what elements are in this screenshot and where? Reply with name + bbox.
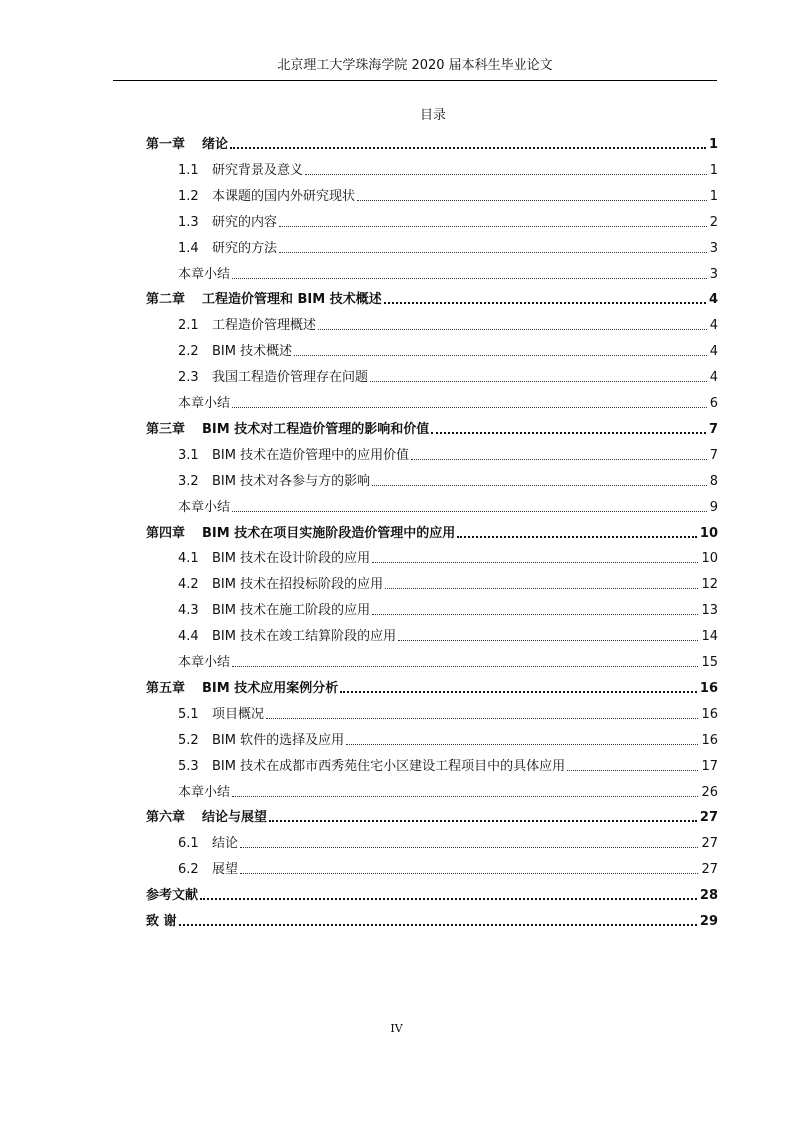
toc-entry-page: 27 bbox=[699, 810, 718, 826]
toc-entry-page: 1 bbox=[709, 162, 718, 178]
toc-entry-page: 4 bbox=[709, 344, 718, 360]
toc-entry-label: 本课题的国内外研究现状 bbox=[212, 188, 356, 204]
toc-chapter-entry[interactable] bbox=[146, 133, 718, 153]
toc-entry-label: BIM 技术在施工阶段的应用 bbox=[212, 603, 371, 619]
toc-entry-label: 结论与展望 bbox=[202, 810, 268, 826]
toc-dot-leader bbox=[240, 847, 698, 848]
toc-entry-label: 本章小结 bbox=[178, 655, 231, 670]
toc-dot-leader bbox=[179, 924, 697, 926]
toc-dot-leader bbox=[240, 873, 698, 874]
toc-dot-leader bbox=[372, 562, 698, 563]
toc-chapter-entry[interactable] bbox=[146, 418, 718, 438]
toc-section-entry[interactable] bbox=[178, 444, 718, 464]
toc-dot-leader bbox=[372, 614, 698, 615]
toc-entry-page: 17 bbox=[701, 758, 718, 774]
toc-entry-label: BIM 技术应用案例分析 bbox=[202, 680, 339, 696]
toc-entry-label: 展望 bbox=[212, 862, 239, 878]
toc-entry-page: 1 bbox=[708, 137, 718, 152]
toc-entry-number: 4.4 bbox=[178, 629, 199, 645]
toc-entry-page: 3 bbox=[709, 266, 718, 282]
toc-entry-label: 研究背景及意义 bbox=[212, 162, 304, 178]
toc-entry-label: 本章小结 bbox=[178, 266, 231, 282]
toc-dot-leader bbox=[200, 898, 697, 900]
toc-entry-label: 我国工程造价管理存在问题 bbox=[212, 370, 369, 386]
toc-dot-leader bbox=[346, 744, 698, 745]
toc-section-entry[interactable] bbox=[178, 781, 718, 801]
toc-entry-number: 第三章 bbox=[146, 421, 186, 437]
toc-entry-label: BIM 技术在项目实施阶段造价管理中的应用 bbox=[202, 525, 456, 541]
toc-entry-number: 1.2 bbox=[178, 188, 199, 204]
toc-dot-leader bbox=[232, 278, 707, 279]
toc-section-entry[interactable] bbox=[178, 651, 718, 671]
toc-dot-leader bbox=[232, 511, 707, 512]
toc-entry-label: 研究的内容 bbox=[212, 214, 278, 230]
toc-dot-leader bbox=[431, 432, 706, 434]
toc-entry-label: BIM 技术在设计阶段的应用 bbox=[212, 551, 371, 567]
toc-entry-number: 4.1 bbox=[178, 551, 199, 567]
toc-entry-label: BIM 技术在成都市西秀苑住宅小区建设工程项目中的具体应用 bbox=[212, 758, 566, 774]
toc-entry-label: BIM 技术对各参与方的影响 bbox=[212, 473, 371, 489]
toc-section-entry[interactable] bbox=[178, 263, 718, 283]
toc-entry-page: 7 bbox=[708, 421, 718, 437]
toc-entry-label: BIM 软件的选择及应用 bbox=[212, 732, 345, 748]
toc-section-entry[interactable] bbox=[178, 392, 718, 412]
toc-dot-leader bbox=[230, 147, 706, 149]
toc-dot-leader bbox=[232, 666, 698, 667]
toc-entry-number: 1.1 bbox=[178, 162, 199, 178]
toc-entry-label: 工程造价管理概述 bbox=[212, 318, 317, 334]
toc-entry-page: 26 bbox=[701, 784, 718, 800]
toc-entry-page: 4 bbox=[709, 370, 718, 386]
toc-dot-leader bbox=[357, 200, 707, 201]
toc-dot-leader bbox=[266, 718, 698, 719]
toc-entry-page: 14 bbox=[701, 629, 718, 645]
toc-entry-number: 1.4 bbox=[178, 240, 199, 256]
toc-section-entry[interactable] bbox=[178, 237, 718, 257]
toc-title: 目录 bbox=[419, 108, 446, 123]
toc-entry-label: 致 谢 bbox=[146, 914, 177, 929]
toc-dot-leader bbox=[269, 820, 697, 822]
toc-section-entry[interactable] bbox=[178, 832, 718, 852]
toc-entry-page: 29 bbox=[699, 914, 718, 929]
toc-dot-leader bbox=[370, 381, 707, 382]
toc-dot-leader bbox=[372, 485, 707, 486]
toc-entry-number: 6.1 bbox=[178, 836, 199, 852]
toc-entry-number: 第五章 bbox=[146, 680, 186, 696]
toc-dot-leader bbox=[385, 588, 698, 589]
toc-entry-page: 1 bbox=[709, 188, 718, 204]
toc-entry-label: BIM 技术概述 bbox=[212, 344, 293, 360]
toc-chapter-entry[interactable] bbox=[146, 288, 718, 308]
toc-section-entry[interactable] bbox=[178, 625, 718, 645]
running-header: 北京理工大学珠海学院 2020 届本科生毕业论文 bbox=[277, 58, 553, 73]
toc-entry-number: 2.1 bbox=[178, 318, 199, 334]
toc-dot-leader bbox=[305, 174, 707, 175]
toc-entry-page: 27 bbox=[701, 862, 718, 878]
toc-section-entry[interactable] bbox=[178, 470, 718, 490]
toc-chapter-entry[interactable] bbox=[146, 910, 718, 930]
toc-entry-page: 8 bbox=[709, 473, 718, 489]
toc-entry-number: 4.3 bbox=[178, 603, 199, 619]
toc-entry-number: 第六章 bbox=[146, 810, 186, 826]
toc-entry-page: 28 bbox=[699, 888, 718, 904]
toc-entry-label: 项目概况 bbox=[212, 706, 265, 722]
toc-entry-label: 结论 bbox=[212, 836, 239, 852]
toc-entry-page: 10 bbox=[699, 525, 718, 541]
toc-dot-leader bbox=[567, 770, 698, 771]
toc-section-entry[interactable] bbox=[178, 729, 718, 749]
toc-entry-number: 6.2 bbox=[178, 862, 199, 878]
toc-entry-page: 4 bbox=[709, 318, 718, 334]
toc-dot-leader bbox=[318, 329, 707, 330]
toc-section-entry[interactable] bbox=[178, 858, 718, 878]
toc-section-entry[interactable] bbox=[178, 547, 718, 567]
toc-entry-label: 研究的方法 bbox=[212, 240, 278, 256]
toc-entry-label: 工程造价管理和 BIM 技术概述 bbox=[202, 292, 382, 308]
toc-section-entry[interactable] bbox=[178, 703, 718, 723]
toc-section-entry[interactable] bbox=[178, 185, 718, 205]
toc-entry-label: 绪论 bbox=[202, 137, 229, 152]
toc-entry-number: 第二章 bbox=[146, 292, 186, 308]
toc-entry-page: 2 bbox=[709, 214, 718, 230]
toc-section-entry[interactable] bbox=[178, 340, 718, 360]
toc-dot-leader bbox=[294, 355, 707, 356]
toc-dot-leader bbox=[340, 691, 697, 693]
toc-section-entry[interactable] bbox=[178, 496, 718, 516]
toc-entry-label: 本章小结 bbox=[178, 396, 231, 411]
toc-entry-page: 9 bbox=[709, 499, 718, 515]
toc-entry-page: 6 bbox=[709, 396, 718, 411]
toc-section-entry[interactable] bbox=[178, 573, 718, 593]
toc-entry-page: 4 bbox=[708, 292, 718, 308]
toc-entry-number: 5.1 bbox=[178, 706, 199, 722]
toc-dot-leader bbox=[457, 536, 697, 538]
toc-dot-leader bbox=[398, 640, 698, 641]
toc-entry-number: 第四章 bbox=[146, 525, 186, 541]
toc-entry-label: 本章小结 bbox=[178, 784, 231, 800]
toc-entry-label: BIM 技术在招投标阶段的应用 bbox=[212, 577, 384, 593]
toc-entry-label: BIM 技术在竣工结算阶段的应用 bbox=[212, 629, 397, 645]
toc-chapter-entry[interactable] bbox=[146, 677, 718, 697]
toc-entry-number: 3.1 bbox=[178, 447, 199, 463]
toc-dot-leader bbox=[232, 796, 698, 797]
toc-entry-page: 16 bbox=[699, 680, 718, 696]
toc-dot-leader bbox=[411, 459, 707, 460]
toc-dot-leader bbox=[279, 252, 707, 253]
toc-entry-page: 12 bbox=[701, 577, 718, 593]
toc-chapter-entry[interactable] bbox=[146, 884, 718, 904]
toc-entry-page: 16 bbox=[701, 732, 718, 748]
toc-entry-label: 本章小结 bbox=[178, 499, 231, 515]
toc-dot-leader bbox=[232, 407, 707, 408]
toc-entry-page: 13 bbox=[701, 603, 718, 619]
toc-entry-label: BIM 技术对工程造价管理的影响和价值 bbox=[202, 421, 430, 437]
toc-entry-number: 5.2 bbox=[178, 732, 199, 748]
page-number: IV bbox=[390, 1022, 403, 1035]
toc-entry-number: 1.3 bbox=[178, 214, 199, 230]
toc-entry-label: 参考文献 bbox=[146, 888, 199, 904]
toc-dot-leader bbox=[384, 302, 706, 304]
toc-section-entry[interactable] bbox=[178, 755, 718, 775]
toc-entry-number: 5.3 bbox=[178, 758, 199, 774]
toc-section-entry[interactable] bbox=[178, 159, 718, 179]
toc-entry-number: 3.2 bbox=[178, 473, 199, 489]
toc-entry-label: BIM 技术在造价管理中的应用价值 bbox=[212, 447, 410, 463]
toc-entry-page: 10 bbox=[701, 551, 718, 567]
toc-entry-page: 15 bbox=[701, 655, 718, 670]
header-rule bbox=[113, 80, 717, 81]
toc-section-entry[interactable] bbox=[178, 211, 718, 231]
toc-entry-page: 7 bbox=[709, 447, 718, 463]
toc-section-entry[interactable] bbox=[178, 314, 718, 334]
toc-entry-page: 16 bbox=[701, 706, 718, 722]
toc-section-entry[interactable] bbox=[178, 599, 718, 619]
toc-section-entry[interactable] bbox=[178, 366, 718, 386]
toc-entry-number: 4.2 bbox=[178, 577, 199, 593]
toc-entry-page: 27 bbox=[701, 836, 718, 852]
toc-entry-page: 3 bbox=[709, 240, 718, 256]
toc-chapter-entry[interactable] bbox=[146, 806, 718, 826]
toc-entry-number: 2.3 bbox=[178, 370, 199, 386]
toc-entry-number: 第一章 bbox=[146, 137, 186, 152]
toc-dot-leader bbox=[279, 226, 707, 227]
toc-entry-number: 2.2 bbox=[178, 344, 199, 360]
toc-chapter-entry[interactable] bbox=[146, 522, 718, 542]
